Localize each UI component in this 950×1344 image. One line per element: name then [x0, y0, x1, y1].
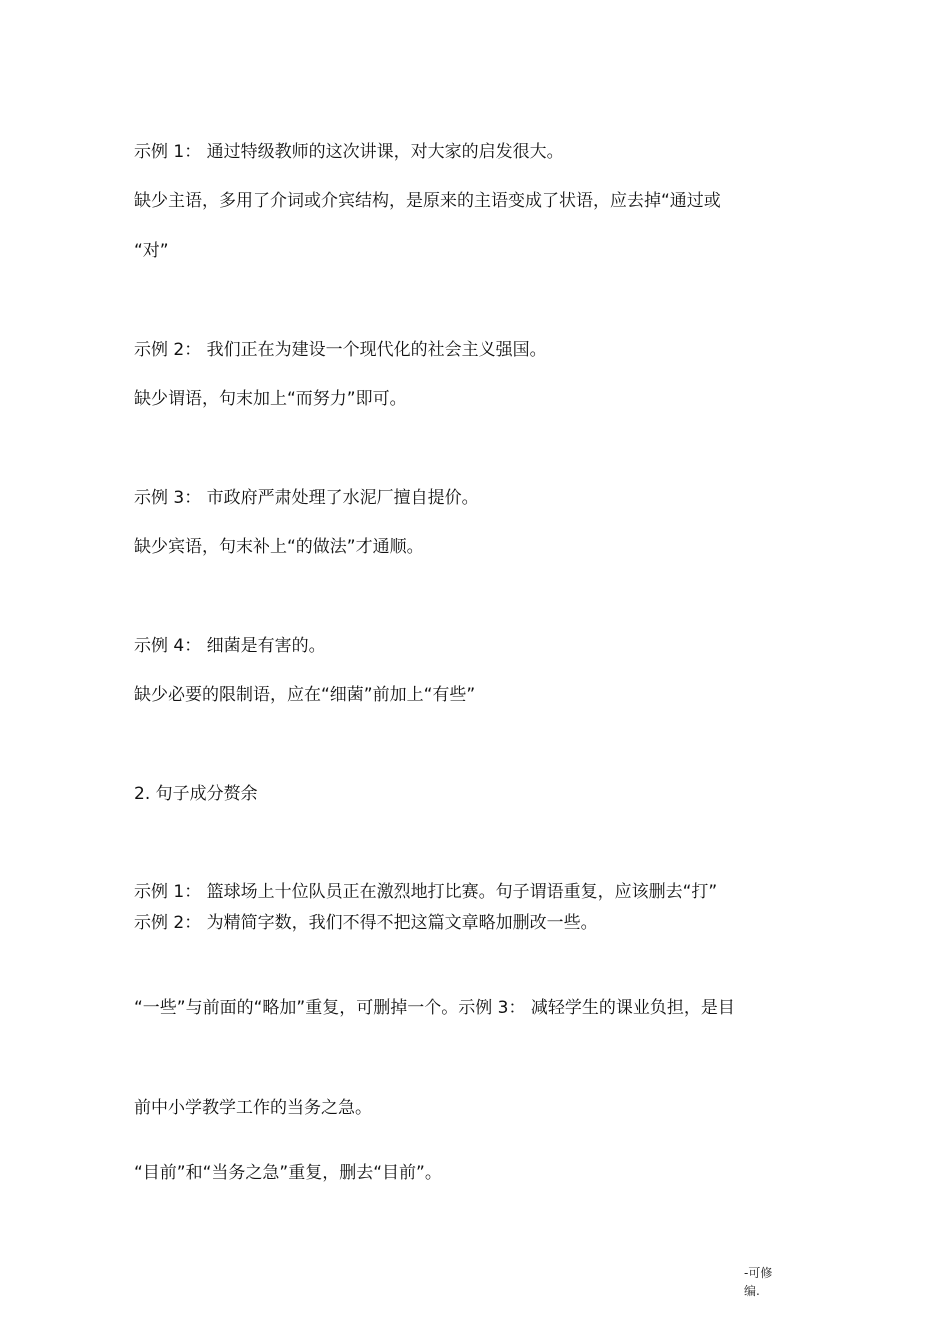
example-3-sentence: 示例 3： 市政府严肃处理了水泥厂擅自提价。 [134, 488, 479, 508]
example-1-sentence: 示例 1： 通过特级教师的这次讲课，对大家的启发很大。 [134, 142, 564, 162]
example-1-explanation: 缺少主语，多用了介词或介宾结构，是原来的主语变成了状语，应去掉“通过或 [134, 191, 721, 211]
redundancy-example-2: 示例 2： 为精简字数，我们不得不把这篇文章略加删改一些。 [134, 913, 598, 933]
footer-note-line1: -可修 [744, 1266, 773, 1280]
example-2-sentence: 示例 2： 我们正在为建设一个现代化的社会主义强国。 [134, 340, 547, 360]
section-heading: 2. 句子成分赘余 [134, 784, 258, 804]
redundancy-example-3-explanation: “目前”和“当务之急”重复，删去“目前”。 [134, 1163, 442, 1183]
example-2-explanation: 缺少谓语，句末加上“而努力”即可。 [134, 389, 407, 409]
example-1-explanation-continued: “对” [134, 241, 169, 261]
example-3-explanation: 缺少宾语，句末补上“的做法”才通顺。 [134, 537, 424, 557]
redundancy-example-2-explanation: “一些”与前面的“略加”重复，可删掉一个。示例 3： 减轻学生的课业负担，是目 [134, 998, 735, 1018]
example-4-explanation: 缺少必要的限制语，应在“细菌”前加上“有些” [134, 685, 476, 705]
redundancy-example-1: 示例 1： 篮球场上十位队员正在激烈地打比赛。句子谓语重复，应该删去“打” [134, 882, 718, 902]
example-4-sentence: 示例 4： 细菌是有害的。 [134, 636, 326, 656]
footer-note-line2: 编. [744, 1284, 760, 1298]
redundancy-example-3-continued: 前中小学教学工作的当务之急。 [134, 1098, 372, 1118]
